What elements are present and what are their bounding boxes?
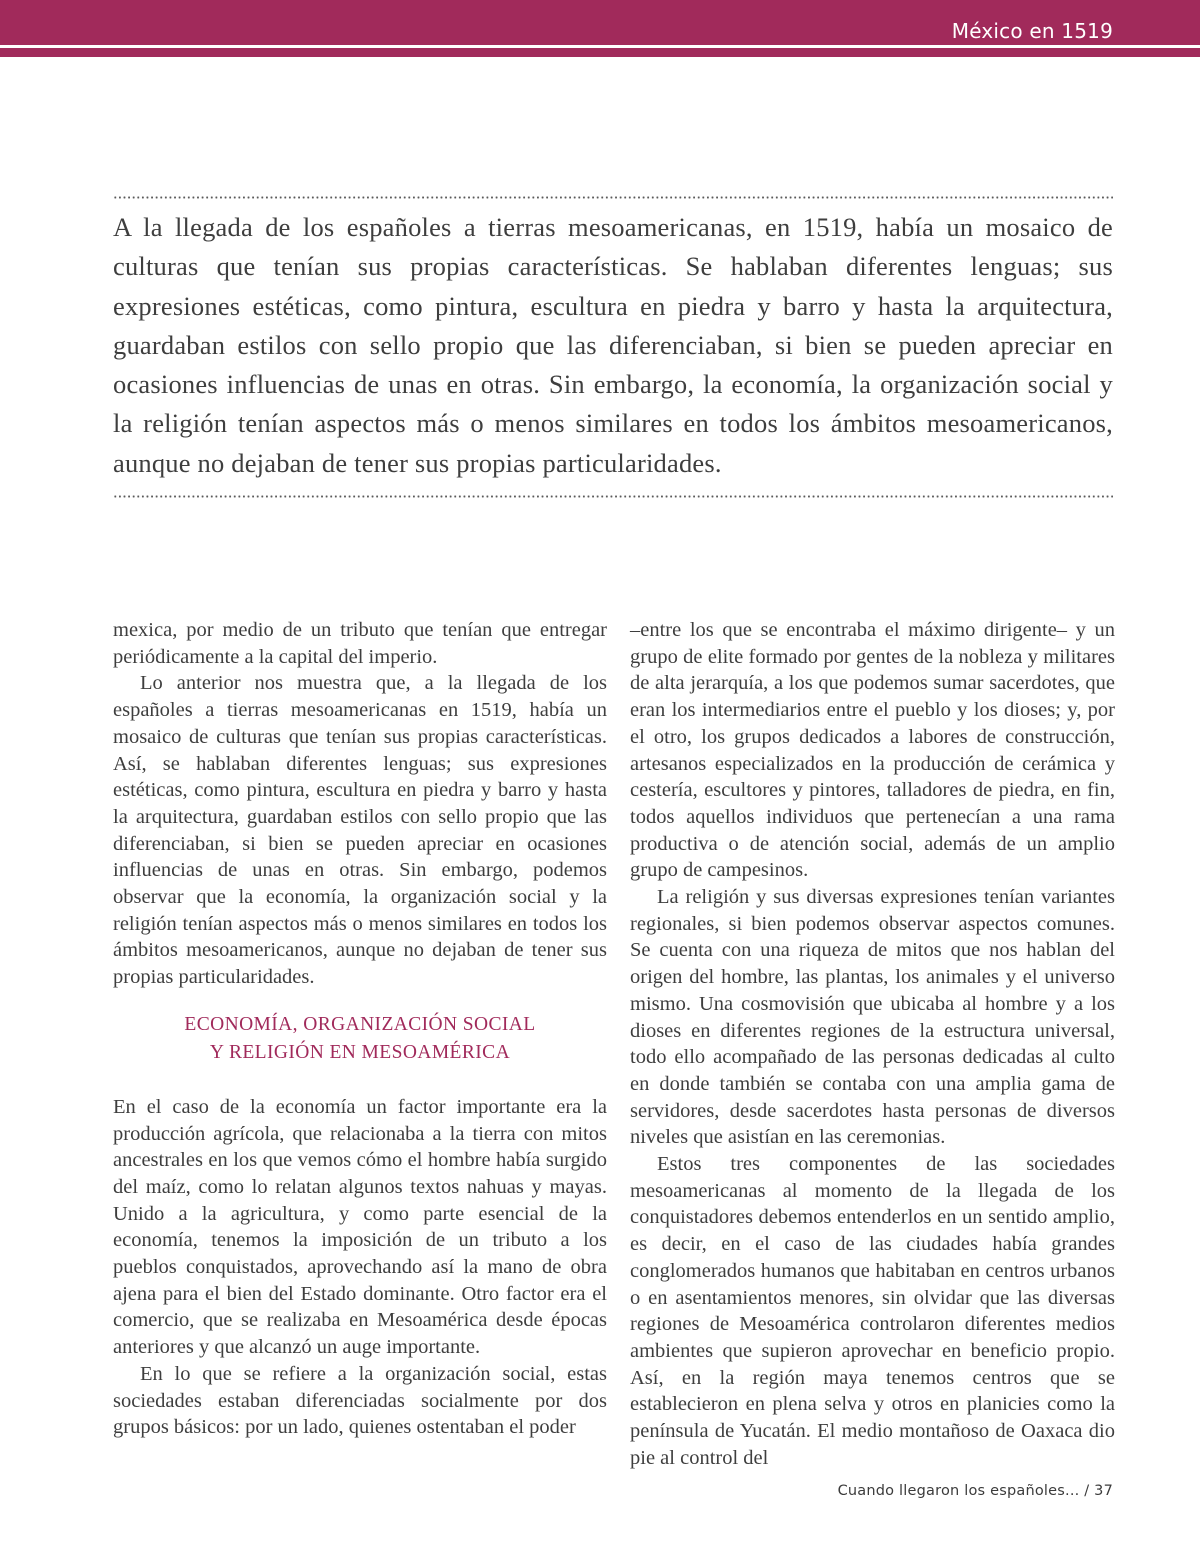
page-footer (838, 1483, 1113, 1499)
body-paragraph: Estos tres componentes de las sociedades mesoamericanas al momento de la llegada de los conquistadores debemos entenderlos en un sentido amplio, es decir, en el caso de las ciudades había grandes conglomerados humanos que habitaban en centros urbanos o en asentamientos menores, sin olvidar que las diversas regiones de Mesoamérica controlaron diferentes medios ambientes que supieron aprovechar en beneficio propio. Así, en la región maya tenemos centros que se establecieron en plena selva y otros en planicies como la península de Yucatán. El medio montañoso de Oaxaca dio pie al control del (630, 1153, 1115, 1469)
dotted-rule-bottom (113, 495, 1113, 498)
section-heading-line: ECONOMÍA, ORGANIZACIÓN SOCIAL (184, 1013, 536, 1035)
left-column (113, 617, 607, 1472)
page-header-band (0, 0, 1200, 45)
body-paragraph: La religión y sus diversas expresiones tenían variantes regionales, si bien podemos observar aspectos comunes. Se cuenta con una riqueza de mitos que nos hablan del origen del hombre, las plantas, los animales y el universo mismo. Una cosmovisión que ubicaba al hombre y a los dioses en diferentes regiones de la estructura universal, todo ello acompañado de las personas dedicadas al culto en donde también se contaba con una amplia gama de servidores, desde sacerdotes hasta personas de diversos niveles que asistían en las ceremonias. (630, 886, 1115, 1149)
lead-paragraph: A la llegada de los españoles a tierras mesoamericanas, en 1519, había un mosaico de culturas que tenían sus propias características. Se hablaban diferentes lenguas; sus expresiones estéticas, como pintura, escultura en piedra y barro y hasta la arquitectura, guardaban estilos con sello propio que las diferenciaban, si bien se pueden apreciar en ocasiones influencias de unas en otras. Sin embargo, la economía, la organización social y la religión tenían aspectos más o menos similares en todos los ámbitos mesoamericanos, aunque no dejaban de tener sus propias particularidades. (113, 212, 1113, 478)
body-columns (113, 617, 1115, 1472)
right-column (630, 617, 1115, 1472)
section-heading-line: Y RELIGIÓN EN MESOAMÉRICA (209, 1041, 511, 1063)
footer-folio-text: Cuando llegaron los españoles... / 37 (837, 1483, 1113, 1499)
header-accent-strip (0, 48, 1200, 57)
running-header-title: México en 1519 (951, 19, 1113, 43)
body-paragraph: Lo anterior nos muestra que, a la llegada de los españoles a tierras mesoamericanas en 1519, había un mosaico de culturas que tenían sus propias características. Así, se hablaban diferentes lenguas; sus expresiones estéticas, como pintura, escultura en piedra y barro y hasta la arquitectura, guardaban estilos con sello propio que las diferenciaban, si bien se pueden apreciar en ocasiones influencias de unas en otras. Sin embargo, podemos observar que la economía, la organización social y la religión tenían aspectos más o menos similares en todos los ámbitos mesoamericanos, aunque no dejaban de tener sus propias particularidades. (113, 672, 607, 989)
body-paragraph: mexica, por medio de un tributo que tenían que entregar periódicamente a la capital del imperio. (113, 619, 607, 668)
body-paragraph: En el caso de la economía un factor importante era la producción agrícola, que relacionaba a la tierra con mitos ancestrales en los que vemos cómo el hombre había surgido del maíz, como lo relatan algunos textos nahuas y mayas. Unido a la agricultura, y como parte esencial de la economía, tenemos la imposición de un tributo a los pueblos conquistados, aprovechando así la mano de obra ajena para el bien del Estado dominante. Otro factor era el comercio, que se realizaba en Mesoamérica desde épocas anteriores y que alcanzó un auge importante. (113, 1095, 607, 1359)
body-paragraph: En lo que se refiere a la organización social, estas sociedades estaban diferenciadas socialmente por dos grupos básicos: por un lado, quienes ostentaban el poder (113, 1362, 607, 1439)
lead-paragraph-section (113, 196, 1113, 498)
section-heading (113, 1011, 607, 1067)
body-paragraph: –entre los que se encontraba el máximo dirigente– y un grupo de elite formado por gentes de la nobleza y militares de alta jerarquía, a los que podemos sumar sacerdotes, que eran los intermediarios entre el pueblo y los dioses; y, por el otro, los grupos dedicados a labores de construcción, artesanos especializados en la producción de cerámica y cestería, escultores y pintores, talladores de piedra, en fin, todos aquellos individuos que pertenecían a una rama productiva o de atención social, además de un amplio grupo de campesinos. (630, 619, 1115, 882)
